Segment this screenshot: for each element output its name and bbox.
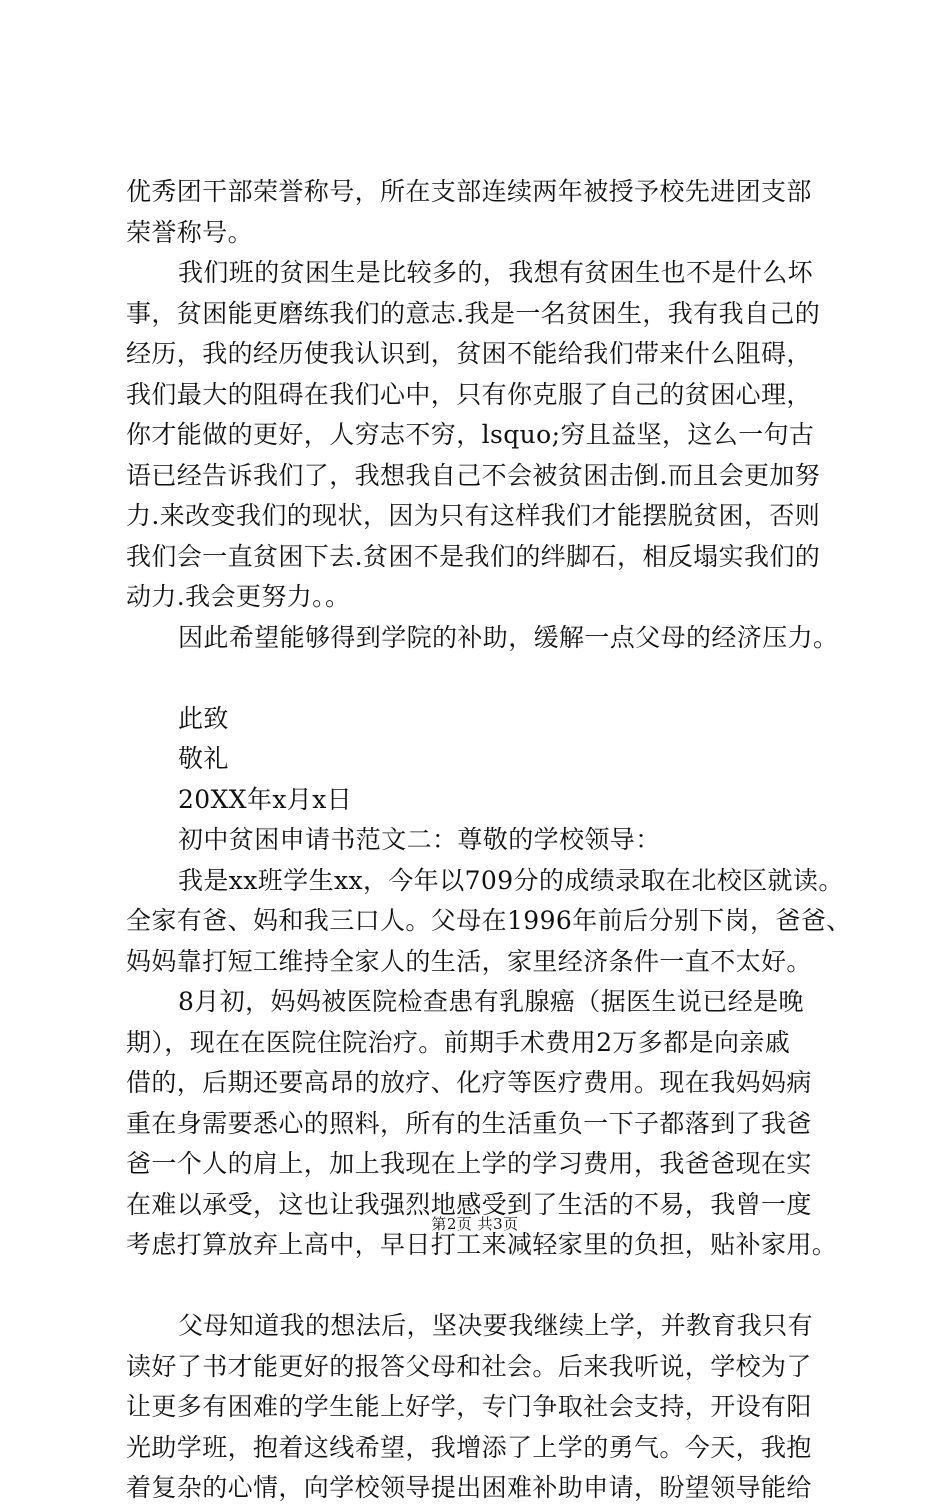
- text-line: 此致: [178, 703, 229, 733]
- text-line: 考虑打算放弃上高中，早日打工来减轻家里的负担，贴补家用。: [126, 1230, 838, 1259]
- text-line: 我是xx班学生xx，今年以709分的成绩录取在北校区就读。: [178, 865, 844, 895]
- text-line: 你才能做的更好，人穷志不穷，lsquo;穷且益坚，这么一句古: [126, 420, 815, 449]
- text-line: 让更多有困难的学生能上好学，专门争取社会支持，开设有阳: [126, 1392, 812, 1421]
- text-line: 读好了书才能更好的报答父母和社会。后来我听说，学校为了: [126, 1351, 812, 1381]
- text-line: 初中贫困申请书范文二：尊敬的学校领导：: [178, 825, 661, 854]
- blank-line: [126, 1266, 856, 1307]
- text-line: 因此希望能够得到学院的补助，缓解一点父母的经济压力。: [178, 622, 839, 652]
- document-body: [126, 172, 856, 1509]
- text-line: 语已经告诉我们了，我想我自己不会被贫困击倒.而且会更加努: [126, 460, 821, 490]
- text-line: 荣誉称号。: [126, 217, 254, 247]
- text-line: 我们班的贫困生是比较多的，我想有贫困生也不是什么坏: [178, 258, 814, 287]
- text-line: 力.来改变我们的现状，因为只有这样我们才能摆脱贫困，否则: [126, 501, 821, 530]
- text-line: 我们会一直贫困下去.贫困不是我们的绊脚石，相反塌实我们的: [126, 541, 821, 571]
- text-line: 妈妈靠打短工维持全家人的生活，家里经济条件一直不太好。: [126, 946, 812, 976]
- text-line: 20XX年x月x日: [178, 784, 353, 814]
- text-line: 借的，后期还要高昂的放疗、化疗等医疗费用。现在我妈妈病: [126, 1068, 812, 1097]
- text-line: 8月初，妈妈被医院检查患有乳腺癌（据医生说已经是晚: [178, 987, 804, 1016]
- text-line: 敬礼: [178, 744, 229, 773]
- text-line: 动力.我会更努力。。: [126, 582, 351, 611]
- text-line: 经历，我的经历使我认识到，贫困不能给我们带来什么阻碍，: [126, 339, 812, 368]
- page-footer: 第2页 共3页: [431, 1215, 519, 1233]
- text-line: 重在身需要悉心的照料，所有的生活重负一下子都落到了我爸: [126, 1108, 812, 1138]
- text-line: 父母知道我的想法后，坚决要我继续上学，并教育我只有: [178, 1311, 814, 1340]
- text-line: 我们最大的阻碍在我们心中，只有你克服了自己的贫困心理，: [126, 379, 812, 409]
- text-line: 光助学班，抱着这线希望，我增添了上学的勇气。今天，我抱: [126, 1432, 812, 1462]
- text-line: 全家有爸、妈和我三口人。父母在1996年前后分别下岗，爸爸、: [126, 906, 852, 935]
- text-line: 着复杂的心情，向学校领导提出困难补助申请，盼望领导能给: [126, 1473, 812, 1502]
- blank-line: [126, 658, 856, 699]
- text-line: 期），现在在医院住院治疗。前期手术费用2万多都是向亲戚: [126, 1027, 791, 1057]
- text-line: 优秀团干部荣誉称号，所在支部连续两年被授予校先进团支部: [126, 177, 812, 206]
- text-line: 爸一个人的肩上，加上我现在上学的学习费用，我爸爸现在实: [126, 1149, 812, 1178]
- text-line: 在难以承受，这也让我强烈地感受到了生活的不易，我曾一度: [126, 1189, 812, 1219]
- text-line: 事，贫困能更磨练我们的意志.我是一名贫困生，我有我自己的: [126, 298, 821, 328]
